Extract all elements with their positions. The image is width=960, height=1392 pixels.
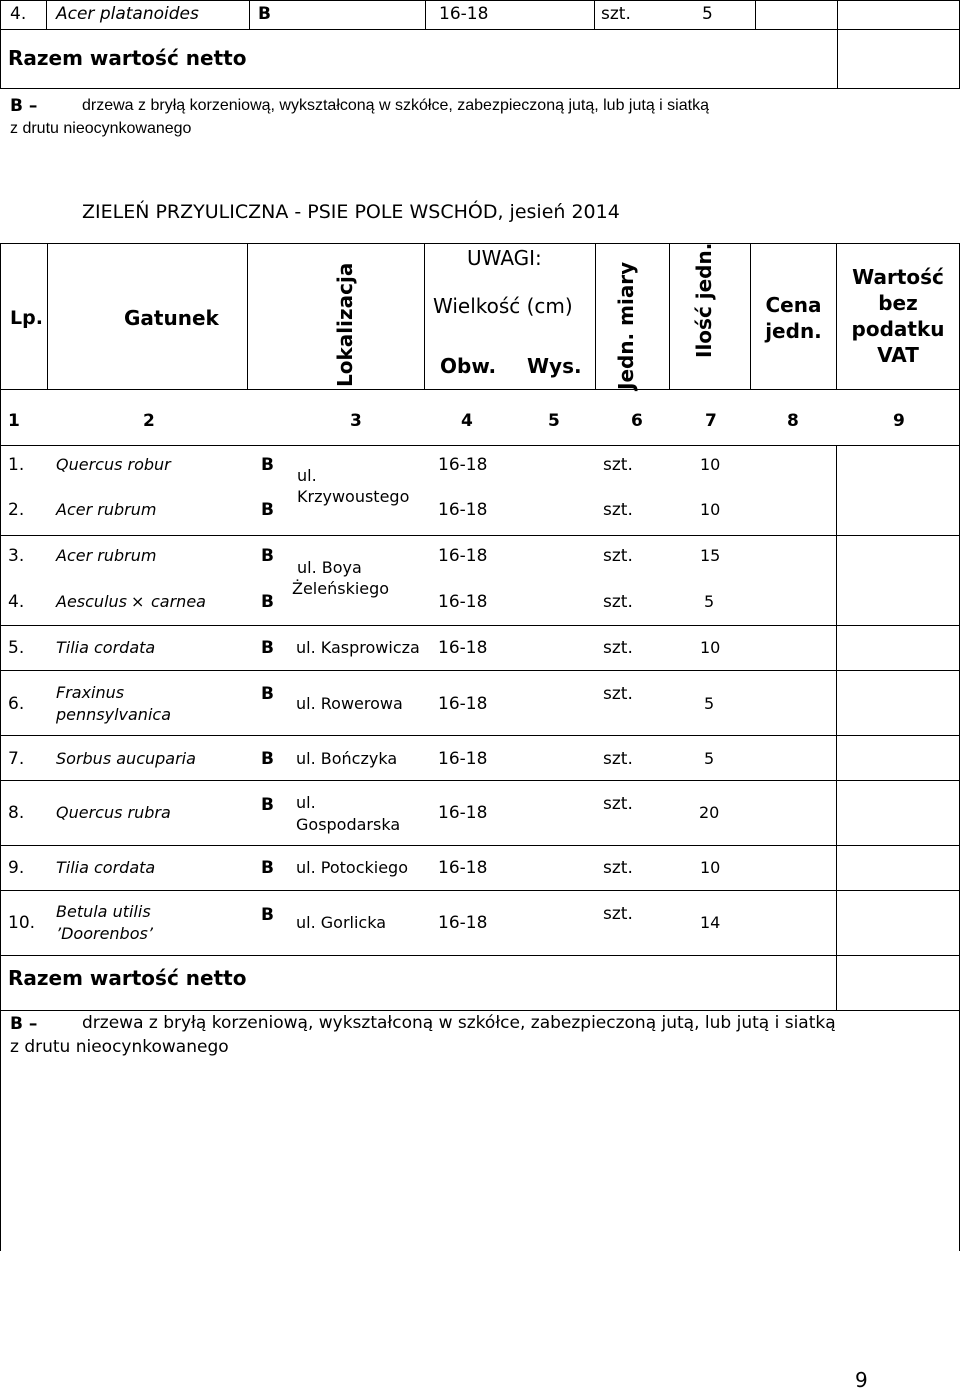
species-cell: Tilia cordata (56, 638, 156, 657)
unit-cell: szt. (603, 794, 633, 814)
type-cell: B (261, 858, 274, 878)
header-lokalizacja: Lokalizacja (333, 262, 357, 387)
qty-cell: 5 (704, 694, 715, 713)
unit-cell: szt. (603, 858, 633, 878)
location-cell: ul. Boya (297, 558, 362, 577)
type-cell: B (261, 749, 274, 769)
unit-cell: szt. (603, 749, 633, 769)
qty-cell: 15 (700, 546, 721, 565)
header-wielkosc: Wielkość (cm) (433, 294, 573, 318)
header-wartosc-line4: VAT (877, 343, 919, 367)
header-uwagi: UWAGI: (467, 246, 542, 270)
type-cell: B (261, 638, 274, 658)
location-cell: ul. Bończyka (296, 749, 398, 768)
col-number-4: 4 (461, 411, 473, 431)
unit-cell: szt. (601, 4, 631, 24)
size-cell: 16-18 (439, 4, 489, 24)
size-cell: 16-18 (438, 913, 488, 933)
location-cell: ul. Potockiego (296, 858, 408, 877)
total-label: Razem wartość netto (8, 46, 247, 70)
qty-cell: 5 (702, 4, 713, 24)
lp-cell: 4. (8, 592, 25, 612)
species-cell: Betula utilis (56, 902, 151, 921)
lp-cell: 3. (8, 546, 25, 566)
qty-cell: 10 (700, 500, 721, 519)
lp-cell: 2. (8, 500, 25, 520)
note-text-line2: z drutu nieocynkowanego (10, 120, 192, 137)
type-cell: B (261, 592, 274, 612)
species-cell: carnea (151, 592, 206, 611)
unit-cell: szt. (603, 455, 633, 475)
header-lp: Lp. (10, 307, 43, 329)
col-number-3: 3 (350, 411, 362, 431)
size-cell: 16-18 (438, 500, 488, 520)
qty-cell: 10 (700, 858, 721, 877)
header-ilosc-jedn: Ilość jedn. (692, 242, 716, 358)
species-cell: Fraxinus (56, 683, 125, 702)
type-cell: B (261, 684, 274, 704)
col-number-9: 9 (893, 411, 905, 431)
unit-cell: szt. (603, 546, 633, 566)
type-cell: B (261, 500, 274, 520)
header-obw: Obw. (440, 354, 497, 378)
col-number-6: 6 (631, 411, 643, 431)
col-number-5: 5 (548, 411, 560, 431)
species-cell: Sorbus aucuparia (56, 749, 196, 768)
lp-cell: 6. (8, 694, 25, 714)
type-cell: B (261, 455, 274, 475)
total-label: Razem wartość netto (8, 966, 247, 990)
unit-cell: szt. (603, 904, 633, 924)
col-number-2: 2 (143, 411, 155, 431)
size-cell: 16-18 (438, 592, 488, 612)
location-cell: ul. (297, 466, 317, 485)
page-number: 9 (855, 1368, 868, 1392)
qty-cell: 20 (699, 803, 720, 822)
lp-cell: 4. (10, 4, 27, 24)
lp-cell: 5. (8, 638, 25, 658)
type-cell: B (261, 795, 274, 815)
header-wys: Wys. (527, 354, 582, 378)
species-cell: Quercus rubra (56, 803, 171, 822)
hybrid-cross: × (131, 592, 145, 611)
lp-cell: 8. (8, 803, 25, 823)
header-wartosc-line3: podatku (851, 317, 945, 341)
header-cena-line2: jedn. (765, 319, 822, 343)
location-cell: ul. (296, 793, 316, 812)
note-key: B – (10, 96, 38, 116)
note-text-line1: drzewa z bryłą korzeniową, wykształconą w szkółce, zabezpieczoną jutą, lub jutą i siatką (82, 1013, 836, 1033)
qty-cell: 10 (700, 455, 721, 474)
size-cell: 16-18 (438, 638, 488, 658)
col-number-1: 1 (8, 411, 20, 431)
location-cell: Krzywoustego (297, 487, 410, 506)
qty-cell: 10 (700, 638, 721, 657)
size-cell: 16-18 (438, 694, 488, 714)
location-cell: ul. Kasprowicza (296, 638, 420, 657)
size-cell: 16-18 (438, 546, 488, 566)
col-number-7: 7 (705, 411, 717, 431)
note-text-line1: drzewa z bryłą korzeniową, wykształconą w szkółce, zabezpieczoną jutą, lub jutą i siatką (82, 97, 709, 114)
header-gatunek: Gatunek (124, 306, 219, 330)
species-cell: Acer rubrum (56, 546, 157, 565)
unit-cell: szt. (603, 684, 633, 704)
location-cell: Gospodarska (296, 815, 401, 834)
species-cell: Quercus robur (56, 455, 171, 474)
location-cell: ul. Rowerowa (296, 694, 403, 713)
section-title: ZIELEŃ PRZYULICZNA - PSIE POLE WSCHÓD, jesień 2014 (82, 201, 620, 223)
location-cell: ul. Gorlicka (296, 913, 386, 932)
species-cell: ’Doorenbos’ (56, 924, 153, 943)
unit-cell: szt. (603, 638, 633, 658)
type-cell: B (261, 905, 274, 925)
lp-cell: 1. (8, 455, 25, 475)
header-wartosc-line1: Wartość (852, 265, 944, 289)
header-cena-line1: Cena (765, 293, 822, 317)
species-cell: Acer rubrum (56, 500, 157, 519)
size-cell: 16-18 (438, 455, 488, 475)
qty-cell: 5 (704, 592, 715, 611)
species-cell: pennsylvanica (56, 705, 171, 724)
size-cell: 16-18 (438, 803, 488, 823)
size-cell: 16-18 (438, 749, 488, 769)
type-cell: B (258, 4, 271, 24)
lp-cell: 10. (8, 913, 36, 933)
lp-cell: 7. (8, 749, 25, 769)
lp-cell: 9. (8, 858, 25, 878)
location-cell: Żeleńskiego (292, 579, 390, 598)
note-text-line2: z drutu nieocynkowanego (10, 1037, 229, 1057)
note-key: B – (10, 1014, 38, 1034)
qty-cell: 5 (704, 749, 715, 768)
species-cell: Acer platanoides (56, 4, 199, 24)
unit-cell: szt. (603, 500, 633, 520)
species-cell: Aesculus (56, 592, 127, 611)
qty-cell: 14 (700, 913, 721, 932)
species-cell: Tilia cordata (56, 858, 156, 877)
col-number-8: 8 (787, 411, 799, 431)
header-jedn-miary: Jedn. miary (614, 261, 638, 390)
size-cell: 16-18 (438, 858, 488, 878)
type-cell: B (261, 546, 274, 566)
header-wartosc-line2: bez (878, 291, 918, 315)
unit-cell: szt. (603, 592, 633, 612)
